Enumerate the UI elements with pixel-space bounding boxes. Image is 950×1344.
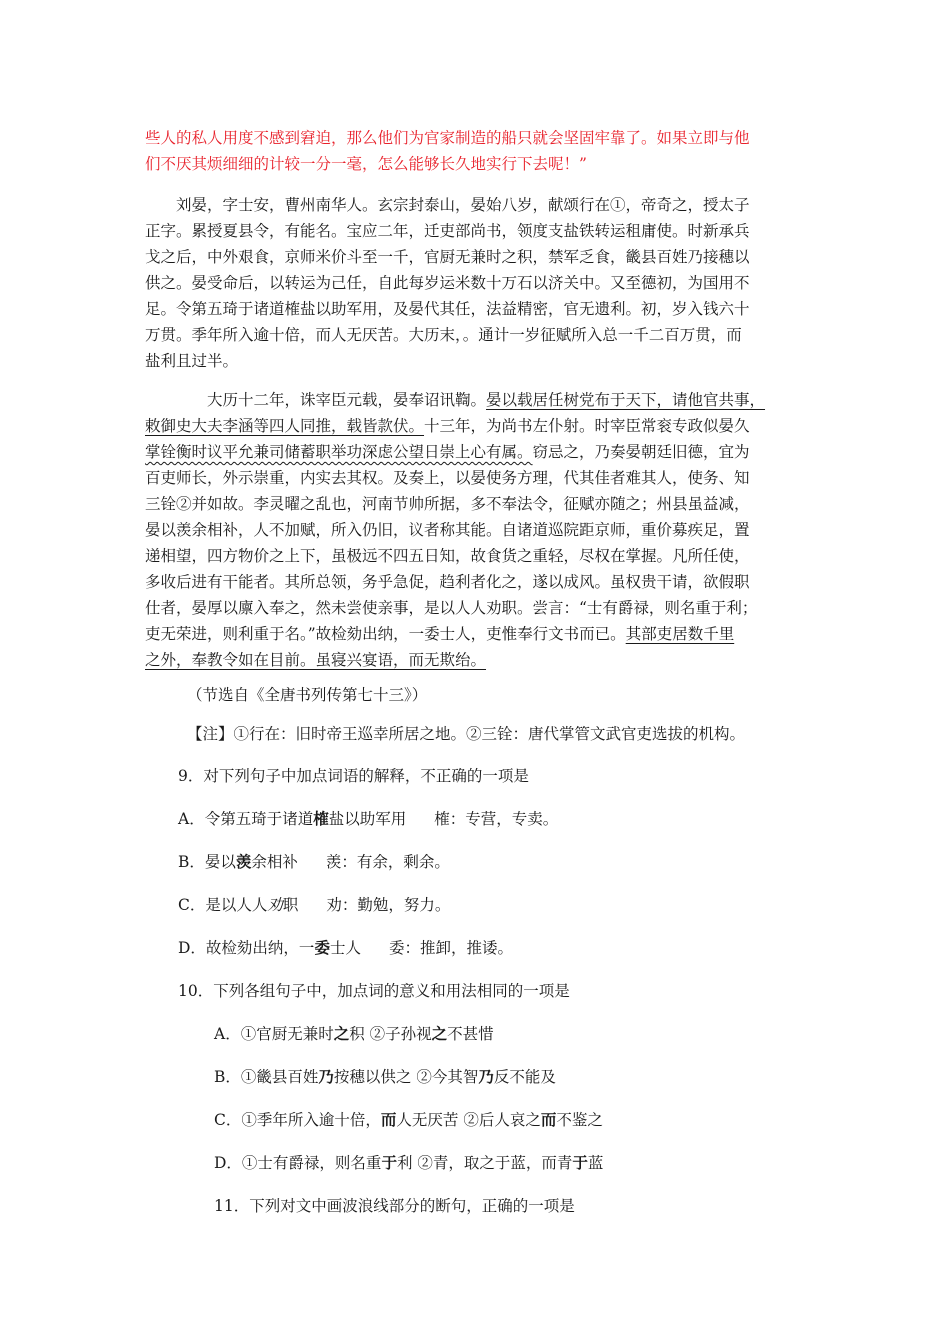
question-11-stem: 11．下列对文中画波浪线部分的断句，正确的一项是 <box>214 1197 575 1215</box>
question-10-option-a <box>214 1022 894 1044</box>
passage-line <box>145 622 734 644</box>
option-text: 不鉴之 <box>556 1111 603 1129</box>
passage-line <box>145 648 486 670</box>
plain-text: 窃忌之，乃奏晏朝廷旧德，宜为 <box>532 443 750 461</box>
dotted-word: 榷 <box>313 809 329 828</box>
passage-line: 仕者，晏厚以廪入奉之，然未尝使亲事，是以人人劝职。尝言：“士有爵禄，则名重于利； <box>145 599 758 617</box>
option-text: 士人 <box>329 939 361 957</box>
passage-line: 百吏师长，外示崇重，内实去其权。及奏上，以晏使务方理，代其佳者难其人，使务、知 <box>145 469 750 487</box>
option-text: B．晏以 <box>178 853 236 871</box>
translation-line: 些人的私人用度不感到窘迫，那么他们为官家制造的船只就会坚固牢靠了。如果立即与他 <box>145 129 750 147</box>
option-text: A．①官厨无兼时 <box>214 1025 334 1043</box>
dotted-word: 委 <box>314 938 330 957</box>
option-text: D．①士有爵禄，则名重 <box>214 1154 382 1172</box>
underlined-text: 敕御史大夫李涵等四人同推，载皆款伏。 <box>145 417 425 435</box>
option-text: 盐以助军用 <box>328 810 407 828</box>
option-text: A．令第五琦于诸道 <box>178 810 314 828</box>
question-10-stem: 10．下列各组句子中，加点词的意义和用法相同的一项是 <box>178 982 570 1000</box>
question-10-option-c <box>214 1108 894 1130</box>
passage-line: 多收后进有干能者。其所总领，务乎急促，趋利者化之，遂以成风。虽权贵干请，欲假职 <box>145 573 750 591</box>
question-9-option-a <box>178 807 858 829</box>
dotted-word: 而 <box>380 1110 397 1129</box>
underlined-text: 其部吏居数千里 <box>625 625 735 643</box>
plain-text: 十三年，为尚书左仆射。时宰臣常衮专政似晏久 <box>424 417 750 435</box>
question-10-option-d <box>214 1151 894 1173</box>
question-10-option-b <box>214 1065 894 1087</box>
dotted-word: 乃 <box>478 1067 494 1086</box>
option-explanation: 委：推卸，推诿。 <box>388 939 513 957</box>
option-explanation: 榷：专营，专卖。 <box>434 810 559 828</box>
option-text: B．①畿县百姓 <box>214 1068 319 1086</box>
plain-text: 大历十二年，诛宰臣元载，晏奉诏讯鞫。 <box>207 391 487 409</box>
question-9-option-c <box>178 893 858 915</box>
dotted-word: 劝 <box>267 896 283 914</box>
question-9-option-b <box>178 850 858 872</box>
passage-line: 供之。晏受命后，以转运为己任，自此每岁运米数十万石以济关中。又至德初，为国用不 <box>145 274 750 292</box>
option-explanation: 羡：有余，剩余。 <box>325 853 450 871</box>
option-text: 人无厌苦 ②后人哀之 <box>396 1111 541 1129</box>
underlined-text: 晏以载居任树党布于天下，请他官共事， <box>486 391 766 409</box>
dotted-word: 而 <box>540 1110 557 1129</box>
passage-line: 三铨②并如故。李灵曜之乱也，河南节帅所据，多不奉法令，征赋亦随之；州县虽益减， <box>145 495 750 513</box>
passage-line: 盐利且过半。 <box>145 352 239 370</box>
dotted-word: 羡 <box>235 852 252 871</box>
option-text: 职 <box>282 896 299 914</box>
wavy-underlined-text: 掌铨衡时议平允兼司储蓄职举功深虑公望日崇上心有属。 <box>145 443 533 461</box>
passage-line: 戈之后，中外艰食，京师米价斗至一千，官厨无兼时之积，禁军乏食，畿县百姓乃接穗以 <box>145 248 750 266</box>
question-9-option-d <box>178 936 858 958</box>
dotted-word: 乃 <box>318 1067 334 1086</box>
option-text: 积 ②子孙视 <box>349 1025 432 1043</box>
passage-line: 递相望，四方物价之上下，虽极远不四五日知，故食货之重轻，尽权在掌握。凡所任使， <box>145 547 750 565</box>
passage-line: 晏以羡余相补，人不加赋，所入仍旧，议者称其能。自诸道巡院距京师，重价募疾足，置 <box>145 521 750 539</box>
option-text: D．故检劾出纳，一 <box>178 939 315 957</box>
option-text: 利 ②青，取之于蓝，而青 <box>396 1154 573 1172</box>
dotted-word: 于 <box>381 1153 397 1172</box>
passage-line: 正字。累授夏县令，有能名。宝应二年，迁吏部尚书，领度支盐铁转运租庸使。时新承兵 <box>145 222 750 240</box>
option-text: 反不能及 <box>493 1068 556 1086</box>
translation-line: 们不厌其烦细细的计较一分一毫，怎么能够长久地实行下去呢！” <box>145 155 587 173</box>
annotation-note: 【注】①行在：旧时帝王巡幸所居之地。②三铨：唐代掌管文武官吏选拔的机构。 <box>187 725 746 743</box>
passage-line: 足。令第五琦于诸道榷盐以助军用，及晏代其任，法益精密，官无遗利。初，岁入钱六十 <box>145 300 750 318</box>
question-9-stem: 9．对下列句子中加点词语的解释，不正确的一项是 <box>178 767 529 785</box>
dotted-word: 于 <box>572 1153 588 1172</box>
option-text: 按穗以供之 ②今其智 <box>333 1068 479 1086</box>
option-text: 蓝 <box>587 1154 604 1172</box>
passage-line: 万贯。季年所入逾十倍，而人无厌苦。大历末，。通计一岁征赋所入总一千二百万贯，而 <box>145 326 742 344</box>
dotted-word: 之 <box>333 1024 350 1043</box>
option-text: C．①季年所入逾十倍， <box>214 1111 381 1129</box>
dotted-word: 之 <box>431 1024 448 1043</box>
option-text: 不甚惜 <box>447 1025 494 1043</box>
plain-text: 吏无荣进，则利重于名。”故检劾出纳，一委士人，吏惟奉行文书而已。 <box>145 625 626 643</box>
passage-line: 刘晏，字士安，曹州南华人。玄宗封泰山，晏始八岁，献颂行在①，帝奇之，授太子 <box>176 196 750 214</box>
passage-line <box>145 414 750 436</box>
passage-line <box>207 388 765 410</box>
source-citation: （节选自《全唐书列传第七十三》） <box>187 686 428 704</box>
option-explanation: 劝：勤勉，努力。 <box>326 896 451 914</box>
underlined-text: 之外，奉教令如在目前。虽寝兴宴语，而无欺绐。 <box>145 651 487 669</box>
passage-line <box>145 440 750 462</box>
option-text: 余相补 <box>251 853 298 871</box>
option-text: C．是以人人 <box>178 896 268 914</box>
